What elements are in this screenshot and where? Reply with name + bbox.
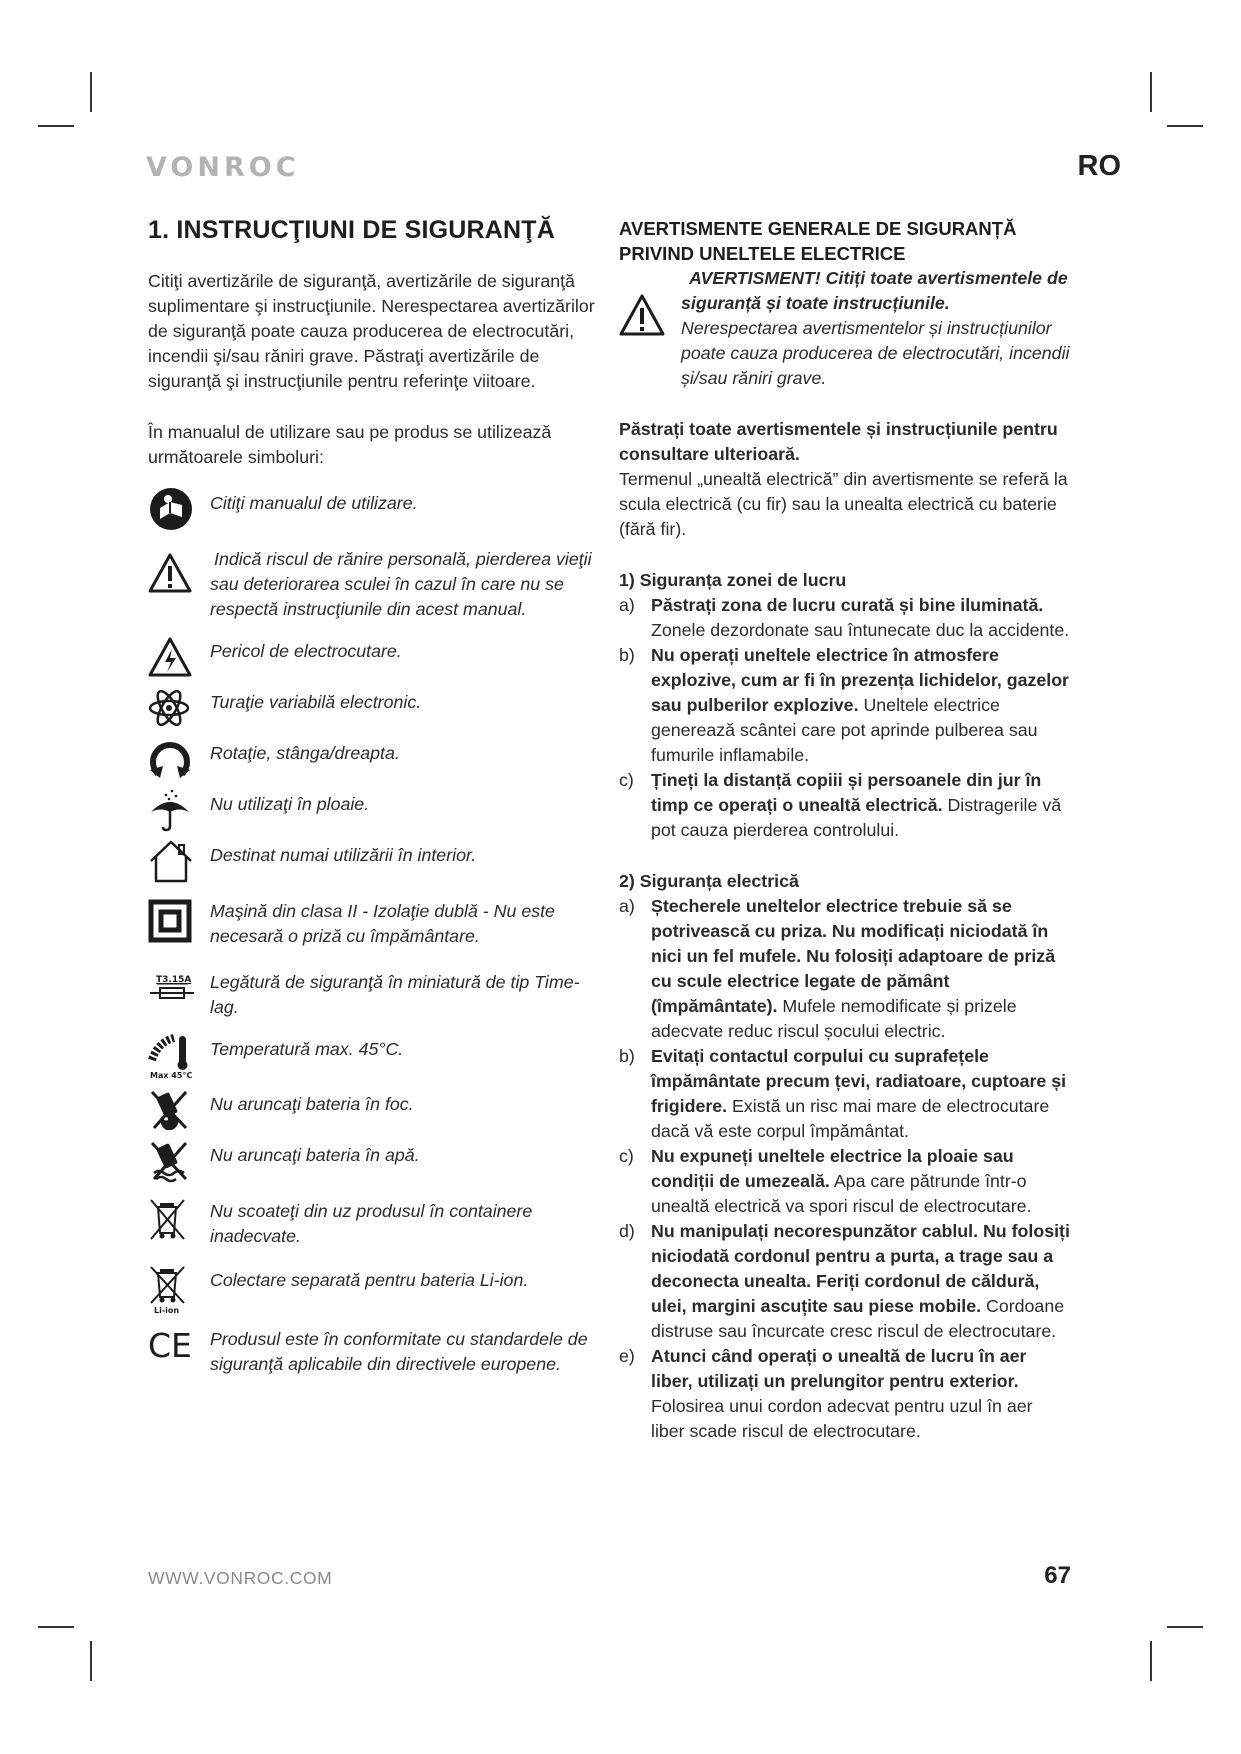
symbol-row: [148, 840, 598, 882]
list-item: e) Atunci când operați o unealtă de lucru în aer liber, utilizați un prelungitor pentru exterior. Folosirea unui cordon adecvat pentru uzul în aer liber scade riscul de electrocutare.: [619, 1346, 1033, 1441]
umbrella-rain-icon: [148, 789, 210, 831]
symbol-row: [148, 1265, 598, 1315]
house-icon: [148, 840, 210, 882]
symbol-text: Destinat numai utilizării în interior.: [210, 845, 477, 865]
symbol-list: [148, 488, 598, 1377]
symbol-row: [148, 738, 598, 780]
symbol-row: [148, 1196, 598, 1249]
crossed-bin-icon: [148, 1196, 210, 1242]
no-fire-icon: [148, 1089, 210, 1131]
symbol-text: Temperatură max. 45°C.: [210, 1039, 404, 1059]
symbol-row: [148, 687, 598, 729]
symbol-text: Colectare separată pentru bateria Li-ion.: [210, 1270, 529, 1290]
symbol-text: Produsul este în conformitate cu standardele de siguranţă aplicabile din directivele europene.: [210, 1329, 588, 1374]
left-column: [148, 216, 598, 1386]
symbol-row: [148, 896, 598, 949]
section-heading: 2) Siguranța electrică: [619, 871, 799, 891]
symbol-row: [148, 544, 598, 622]
no-water-icon: [148, 1140, 210, 1182]
symbol-text: Citiţi manualul de utilizare.: [210, 493, 418, 513]
list-item: d) Nu manipulați necorespunzător cablul. Nu folosiți niciodată cordonul pentru a purta, a trage sau a deconecta unealta. Feriți cordonul de căldură, ulei, margini ascuțite sau piese mobile. Cordoane distruse sau încurcate cresc riscul de electrocutare.: [619, 1221, 1070, 1341]
intro-paragraph: Citiţi avertizările de siguranţă, avertizările de siguranţă suplimentare şi instrucţiunile. Nerespectarea avertizărilor de siguranţă poate cauza producerea de electrocutări, incendii şi/sau răniri grave. Păstraţi avertizările de siguranţă şi instrucţiunile pentru referinţe viitoare.: [148, 271, 595, 391]
list-item: a) Păstrați zona de lucru curată și bine iluminată. Zonele dezordonate sau întunecate duc la accidente.: [619, 595, 1070, 640]
warning-block: [619, 266, 1071, 391]
list-item: a) Ștecherele uneltelor electrice trebuie să se potrivească cu priza. Nu modificați niciodată în nici un fel mufele. Nu folosiți adaptoare de priză cu scule electrice legate de pământ (împământate). Mufele nemodificate și prizele adecvate reduc riscul șocului electric.: [619, 896, 1056, 1041]
crop-mark: [90, 1641, 92, 1681]
thermometer-icon: [148, 1034, 210, 1080]
general-warnings-title: AVERTISMENTE GENERALE DE SIGURANȚĂ: [619, 218, 1017, 239]
symbol-row: [148, 967, 598, 1020]
brand-logo: VONROC: [146, 152, 300, 183]
symbol-text: Rotaţie, stânga/dreapta.: [210, 743, 400, 763]
symbol-text: Maşină din clasa II - Izolaţie dublă - Nu este necesară o priză cu împământare.: [210, 901, 555, 946]
symbol-text: Indică riscul de rănire personală, pierderea vieţii sau deteriorarea sculei în cazul în care nu se respectă instrucţiunile din acest manual.: [210, 549, 592, 619]
crop-mark: [1167, 125, 1203, 127]
symbol-text: Legătură de siguranţă în miniatură de tip Time-lag.: [210, 972, 580, 1017]
list-item: c) Țineți la distanță copiii și persoanele din jur în timp ce operați o unealtă electrică. Distragerile vă pot cauza pierderea controlului.: [619, 770, 1062, 840]
double-insulation-icon: [148, 896, 210, 946]
rotation-icon: [148, 738, 210, 780]
section-heading: 1) Siguranța zonei de lucru: [619, 570, 847, 590]
symbols-intro: În manualul de utilizare sau pe produs se utilizează următoarele simboluri:: [148, 422, 552, 467]
list-item: b) Nu operați uneltele electrice în atmosfere explozive, cum ar fi în prezența lichidelor, gazelor sau pulberilor explozive. Uneltele electrice generează scântei care pot aprinde pulberea sau fumurile inflamabile.: [619, 645, 1069, 765]
symbol-row: [148, 1089, 598, 1131]
li-ion-bin-icon: [148, 1265, 210, 1315]
general-warnings-subtitle: PRIVIND UNELTELE ELECTRICE: [619, 243, 906, 264]
right-column: [619, 216, 1071, 1444]
ce-label: CE: [148, 1328, 192, 1362]
symbol-row: [148, 1034, 598, 1080]
symbol-text: Nu scoateţi din uz produsul în containere inadecvate.: [210, 1201, 533, 1246]
fuse-icon: [148, 967, 210, 1009]
crop-mark: [1150, 1641, 1152, 1681]
fuse-label: T3.15A: [156, 975, 192, 985]
crop-mark: [38, 1626, 74, 1628]
symbol-row: [148, 1140, 598, 1182]
symbol-text: Turaţie variabilă electronic.: [210, 692, 422, 712]
symbol-text: Nu aruncaţi bateria în foc.: [210, 1094, 414, 1114]
symbol-row: [148, 789, 598, 831]
section-title: 1. INSTRUCŢIUNI DE SIGURANŢĂ: [148, 216, 556, 244]
list-item: b) Evitați contactul corpului cu suprafețele împământate precum țevi, radiatoare, cuptoare și frigidere. Există un risc mai mare de electrocutare dacă vă este corpul împământat.: [619, 1046, 1067, 1141]
footer-url[interactable]: WWW.VONROC.COM: [148, 1568, 333, 1588]
crop-mark: [90, 72, 92, 112]
list-item: c) Nu expuneți uneltele electrice la ploaie sau condiții de umezeală. Apa care pătrunde într-o unealtă electrică va spori riscul de electrocutare.: [619, 1146, 1032, 1216]
warning-text: Nerespectarea avertismentelor și instrucțiunilor poate cauza producerea de electrocutări, incendii și/sau răniri grave.: [681, 318, 1070, 388]
variable-speed-icon: [148, 687, 210, 729]
symbol-text: Nu utilizaţi în ploaie.: [210, 794, 370, 814]
crop-mark: [38, 125, 74, 127]
thermometer-label: Max 45°C: [150, 1071, 192, 1080]
symbol-row: [148, 488, 598, 530]
keep-instructions-bold: Păstrați toate avertismentele și instrucțiunile pentru consultare ulterioară.: [619, 419, 1058, 464]
page-number: 67: [1044, 1562, 1071, 1589]
power-tool-definition: Termenul „unealtă electrică” din avertismente se referă la scula electrică (cu fir) sau la unealta electrică cu baterie (fără fir).: [619, 469, 1068, 539]
language-code: RO: [1077, 150, 1121, 182]
manual-icon: [148, 488, 210, 530]
crop-mark: [1167, 1626, 1203, 1628]
symbol-text: Pericol de electrocutare.: [210, 641, 402, 661]
symbol-row: [148, 636, 598, 678]
li-ion-label: Li-ion: [154, 1306, 180, 1315]
crop-mark: [1150, 72, 1152, 112]
ce-mark-icon: [148, 1324, 210, 1366]
symbol-text: Nu aruncaţi bateria în apă.: [210, 1145, 420, 1165]
warning-bold-text: AVERTISMENT! Citiți toate avertismentele de siguranță și toate instrucțiunile.: [681, 268, 1068, 313]
warning-triangle-icon: [148, 544, 210, 594]
warning-triangle-icon: [619, 266, 681, 391]
electric-hazard-icon: [148, 636, 210, 678]
symbol-row: [148, 1324, 598, 1377]
